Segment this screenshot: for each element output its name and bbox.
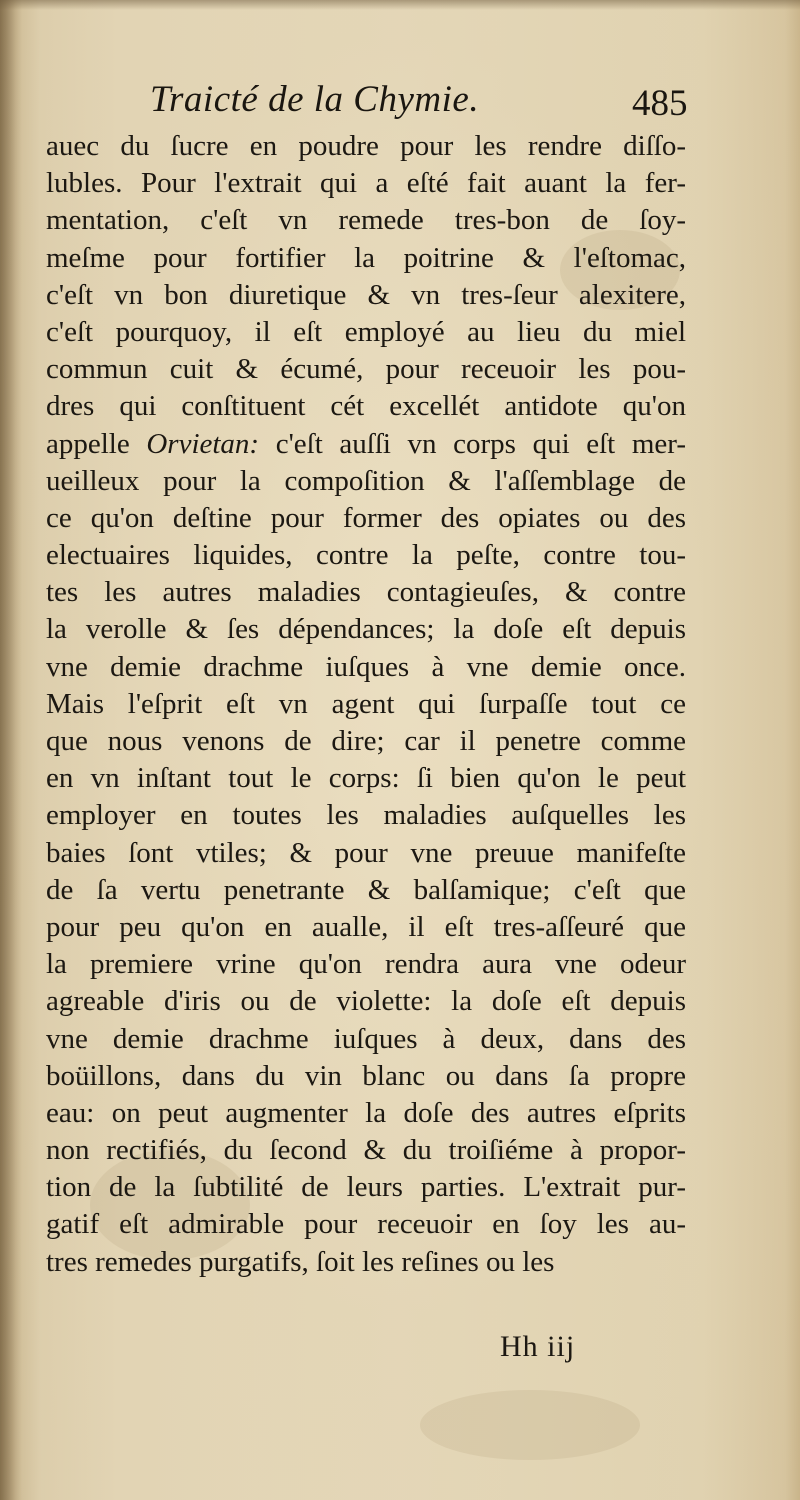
text-line: baies ſont vtiles; & pour vne preuue manifeſte — [46, 836, 686, 869]
text-line: en vn inſtant tout le corps: ſi bien qu'on le peut — [46, 762, 686, 795]
text-line: eau: on peut augmenter la doſe des autres eſprits — [46, 1096, 686, 1129]
text-line: c'eſt vn bon diuretique & vn tres-ſeur alexitere, — [46, 278, 686, 311]
text-line: non rectifiés, du ſecond & du troiſiéme à propor- — [46, 1134, 686, 1167]
text-line: employer en toutes les maladies auſquelles les — [46, 799, 686, 832]
signature-mark: Hh iij — [500, 1330, 576, 1363]
text-line: boüillons, dans du vin blanc ou dans ſa propre — [46, 1059, 686, 1092]
text-line: mentation, c'eſt vn remede tres-bon de ſoy- — [46, 204, 686, 237]
text-line: electuaires liquides, contre la peſte, contre tou- — [46, 539, 686, 572]
page-number: 485 — [632, 83, 688, 124]
text-line: commun cuit & écumé, pour receuoir les pou- — [46, 353, 686, 386]
page-top-edge — [0, 0, 800, 10]
text-fragment: c'eſt auſſi vn corps qui eſt mer- — [275, 427, 686, 460]
text-line: lubles. Pour l'extrait qui a eſté fait auant la fer- — [46, 167, 686, 200]
text-fragment: appelle — [46, 427, 130, 460]
text-line: auec du ſucre en poudre pour les rendre diſſo- — [46, 130, 686, 162]
body-text — [46, 128, 686, 1281]
text-line: dres qui conſtituent cét excellét antidote qu'on — [46, 390, 686, 423]
spine-shadow — [0, 0, 22, 1500]
text-line: Mais l'eſprit eſt vn agent qui ſurpaſſe tout ce — [46, 687, 686, 720]
text-line: gatif eſt admirable pour receuoir en ſoy les au- — [46, 1208, 686, 1241]
text-line-with-italic — [46, 426, 686, 463]
text-line: de ſa vertu penetrante & balſamique; c'eſt que — [46, 873, 686, 906]
running-head: Traicté de la Chymie. — [150, 79, 480, 120]
text-line: tres remedes purgatifs, ſoit les reſines ou les — [46, 1245, 555, 1278]
text-line: la premiere vrine qu'on rendra aura vne odeur — [46, 948, 686, 981]
text-line: vne demie drachme iuſques à vne demie once. — [46, 650, 686, 683]
text-line: pour peu qu'on en aualle, il eſt tres-aſſeuré que — [46, 910, 686, 943]
text-line: agreable d'iris ou de violette: la doſe eſt depuis — [46, 985, 686, 1018]
text-line: tes les autres maladies contagieuſes, & contre — [46, 576, 686, 609]
text-line: c'eſt pourquoy, il eſt employé au lieu du miel — [46, 315, 686, 348]
text-line: ueilleux pour la compoſition & l'aſſemblage de — [46, 464, 686, 497]
text-line: vne demie drachme iuſques à deux, dans des — [46, 1022, 686, 1055]
text-line: ce qu'on deſtine pour former des opiates ou des — [46, 501, 686, 534]
text-line: meſme pour fortifier la poitrine & l'eſtomac, — [46, 241, 686, 274]
text-line: tion de la ſubtilité de leurs parties. L'extrait pur- — [46, 1171, 686, 1204]
paper-stain — [420, 1390, 640, 1460]
text-line: la verolle & ſes dépendances; la doſe eſt depuis — [46, 613, 686, 646]
italic-term: Orvietan: — [146, 427, 260, 460]
text-line: que nous venons de dire; car il penetre comme — [46, 725, 686, 757]
